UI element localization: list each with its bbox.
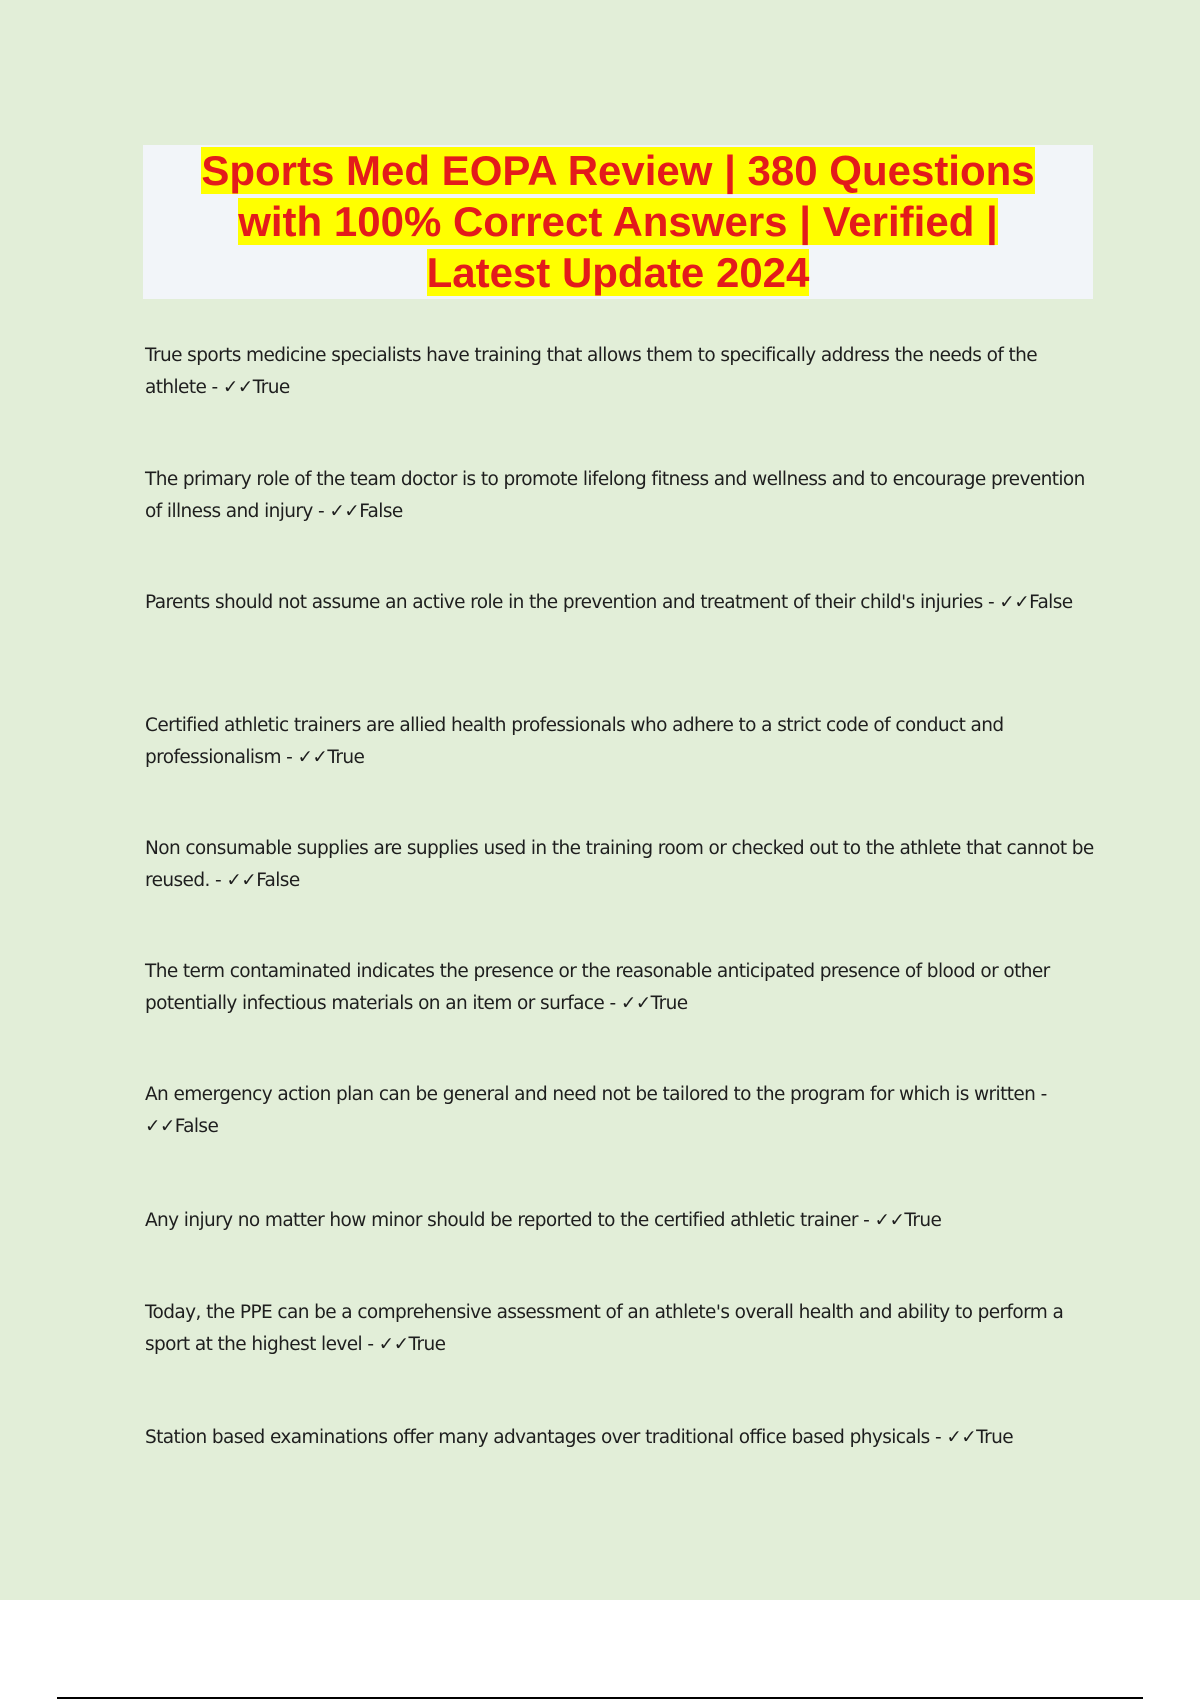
title-line-2: with 100% Correct Answers | Verified | bbox=[238, 198, 998, 245]
title-line-3: Latest Update 2024 bbox=[426, 249, 810, 296]
qa-item-9: Today, the PPE can be a comprehensive assessment of an athlete's overall health and ability to perform a sport at the highest level - ✓✓True bbox=[145, 1302, 1064, 1355]
qa-item-6: The term contaminated indicates the presence or the reasonable anticipated presence of blood or other potentially infectious materials on an item or surface - ✓✓True bbox=[145, 961, 1050, 1014]
qa-item-7: An emergency action plan can be general and need not be tailored to the program for which is written - ✓✓False bbox=[145, 1084, 1047, 1137]
footer-rule bbox=[57, 1697, 1143, 1699]
qa-item-10: Station based examinations offer many advantages over traditional office based physicals - ✓✓True bbox=[145, 1427, 1014, 1448]
qa-item-1: True sports medicine specialists have training that allows them to specifically address the needs of the athlete - ✓✓True bbox=[145, 345, 1038, 398]
qa-item-3: Parents should not assume an active role in the prevention and treatment of their child's injuries - ✓✓False bbox=[145, 592, 1073, 613]
qa-item-4: Certified athletic trainers are allied health professionals who adhere to a strict code of conduct and professionalism - ✓✓True bbox=[145, 715, 1004, 768]
qa-item-5: Non consumable supplies are supplies used in the training room or checked out to the athlete that cannot be reused. - ✓✓False bbox=[145, 838, 1094, 891]
document-title bbox=[143, 145, 1093, 298]
qa-item-2: The primary role of the team doctor is to promote lifelong fitness and wellness and to encourage prevention of illness and injury - ✓✓False bbox=[145, 469, 1085, 522]
title-line-1: Sports Med EOPA Review | 380 Questions bbox=[201, 147, 1035, 194]
qa-item-8: Any injury no matter how minor should be reported to the certified athletic trainer - ✓✓True bbox=[145, 1210, 942, 1231]
title-box bbox=[143, 145, 1093, 299]
